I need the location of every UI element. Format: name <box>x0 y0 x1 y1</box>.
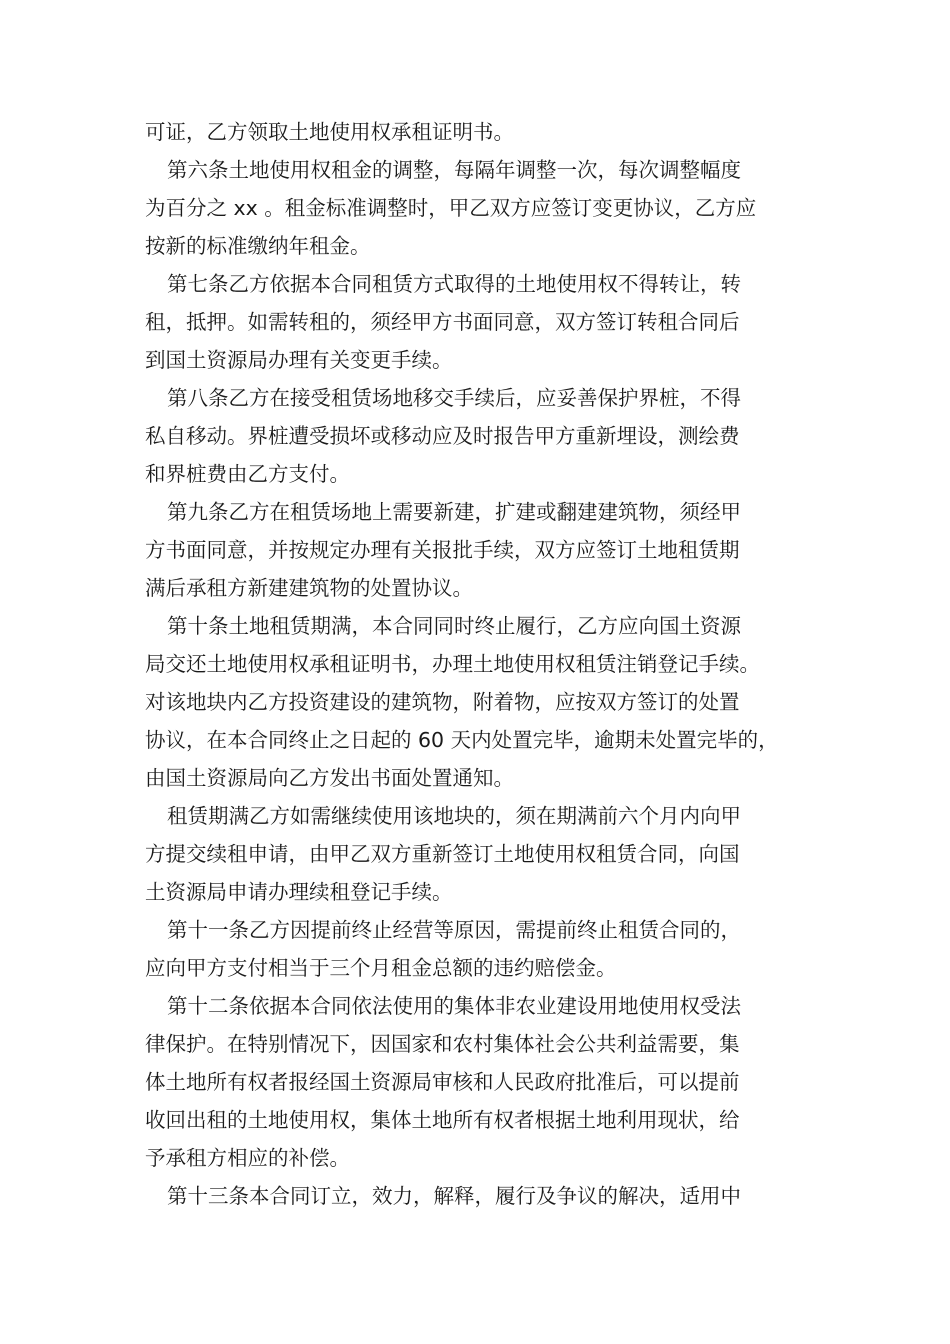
text-line: 方书面同意，并按规定办理有关报批手续，双方应签订土地租赁期 <box>145 538 740 562</box>
text-line: 第十一条乙方因提前终止经营等原因，需提前终止租赁合同的， <box>167 918 741 942</box>
document-body <box>145 113 825 1215</box>
text-line: 律保护。在特别情况下，因国家和农村集体社会公共利益需要，集 <box>145 1032 740 1056</box>
text-line: 可证，乙方领取土地使用权承租证明书。 <box>145 120 514 144</box>
text-line: 到国土资源局办理有关变更手续。 <box>145 348 453 372</box>
text-line: 第十三条本合同订立，效力，解释，履行及争议的解决，适用中 <box>167 1184 741 1208</box>
text-line: 第十条土地租赁期满，本合同同时终止履行，乙方应向国土资源 <box>167 614 741 638</box>
text-line: 第七条乙方依据本合同租赁方式取得的土地使用权不得转让，转 <box>167 272 741 296</box>
text-line: 第十二条依据本合同依法使用的集体非农业建设用地使用权受法 <box>167 994 741 1018</box>
text-line: 收回出租的土地使用权，集体土地所有权者根据土地利用现状，给 <box>145 1108 740 1132</box>
text-line: 应向甲方支付相当于三个月租金总额的违约赔偿金。 <box>145 956 617 980</box>
text-line: 体土地所有权者报经国土资源局审核和人民政府批准后，可以提前 <box>145 1070 740 1094</box>
text-line: 局交还土地使用权承租证明书，办理土地使用权租赁注销登记手续。 <box>145 652 760 676</box>
text-line: 私自移动。界桩遭受损坏或移动应及时报告甲方重新埋设，测绘费 <box>145 424 740 448</box>
text-line: 租，抵押。如需转租的，须经甲方书面同意，双方签订转租合同后 <box>145 310 740 334</box>
text-line: 土资源局申请办理续租登记手续。 <box>145 880 453 904</box>
text-line: 满后承租方新建建筑物的处置协议。 <box>145 576 473 600</box>
text-line: 第八条乙方在接受租赁场地移交手续后，应妥善保护界桩，不得 <box>167 386 741 410</box>
text-line: 和界桩费由乙方支付。 <box>145 462 350 486</box>
text-line: 按新的标准缴纳年租金。 <box>145 234 371 258</box>
text-line: 第九条乙方在租赁场地上需要新建，扩建或翻建建筑物，须经甲 <box>167 500 741 524</box>
text-line: 对该地块内乙方投资建设的建筑物，附着物，应按双方签订的处置 <box>145 690 740 714</box>
text-line: 予承租方相应的补偿。 <box>145 1146 350 1170</box>
text-line: 为百分之 xx 。租金标准调整时，甲乙双方应签订变更协议，乙方应 <box>145 196 757 220</box>
text-line: 协议，在本合同终止之日起的 60 天内处置完毕，逾期未处置完毕的， <box>145 728 779 752</box>
text-line: 第六条土地使用权租金的调整，每隔年调整一次，每次调整幅度 <box>167 158 741 182</box>
text-line: 租赁期满乙方如需继续使用该地块的，须在期满前六个月内向甲 <box>167 804 741 828</box>
text-line: 方提交续租申请，由甲乙双方重新签订土地使用权租赁合同，向国 <box>145 842 740 866</box>
text-line: 由国土资源局向乙方发出书面处置通知。 <box>145 766 514 790</box>
